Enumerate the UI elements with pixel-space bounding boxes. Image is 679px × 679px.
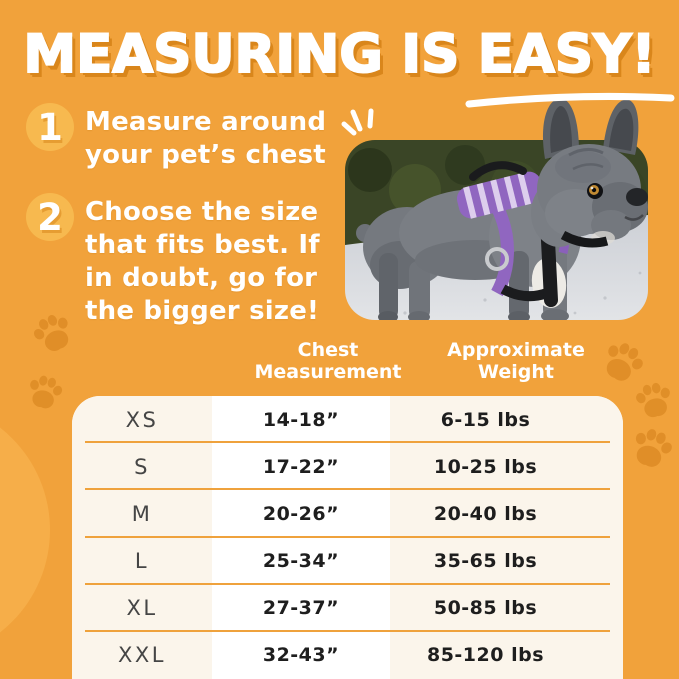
weight-cell: 50-85 lbs [390, 585, 623, 632]
size-cell: XXL [72, 632, 212, 679]
paw-print-icon [31, 311, 75, 355]
paw-print-icon [25, 372, 65, 412]
table-row-xxl [72, 632, 623, 679]
step-1-badge [26, 103, 74, 151]
sparkle-marks-icon [336, 98, 388, 142]
chest-header-line-2: Measurement [254, 361, 402, 383]
step-1-number: 1 [37, 105, 63, 149]
step-1-text [85, 106, 326, 172]
weight-cell: 35-65 lbs [390, 538, 623, 585]
size-cell: M [72, 490, 212, 537]
table-row-xl [72, 585, 623, 632]
step-2-line-1: Choose the size [85, 197, 319, 227]
weight-cell: 85-120 lbs [390, 632, 623, 679]
step-2-text [85, 196, 320, 328]
page-title: MEASURING IS EASY! [23, 24, 656, 85]
approximate-weight-header [421, 339, 611, 383]
table-row-l [72, 538, 623, 585]
chest-header-line-1: Chest [297, 339, 359, 361]
chest-cell: 14-18” [212, 396, 390, 443]
size-cell: S [72, 443, 212, 490]
step-2-line-3: in doubt, go for [85, 263, 318, 293]
weight-cell: 20-40 lbs [390, 490, 623, 537]
weight-header-line-2: Weight [478, 361, 554, 383]
step-1-line-2: your pet’s chest [85, 140, 326, 170]
chest-cell: 27-37” [212, 585, 390, 632]
chest-cell: 32-43” [212, 632, 390, 679]
chest-cell: 17-22” [212, 443, 390, 490]
dog-nose [626, 188, 648, 206]
dog-photo [345, 95, 648, 320]
step-2-badge [26, 193, 74, 241]
table-row-xs [72, 396, 623, 443]
paw-print-icon [629, 425, 675, 471]
paw-print-icon [633, 379, 675, 421]
corner-glow-circle [0, 400, 50, 660]
underline-swoosh-icon [462, 88, 678, 112]
step-1-line-1: Measure around [85, 107, 327, 137]
weight-cell: 10-25 lbs [390, 443, 623, 490]
size-chart-table [72, 396, 623, 679]
chest-cell: 25-34” [212, 538, 390, 585]
chest-measurement-header [238, 339, 418, 383]
weight-header-line-1: Approximate [447, 339, 585, 361]
chest-cell: 20-26” [212, 490, 390, 537]
step-2-line-4: the bigger size! [85, 296, 320, 326]
dog-head [531, 98, 648, 247]
table-row-s [72, 443, 623, 490]
size-cell: XL [72, 585, 212, 632]
size-cell: L [72, 538, 212, 585]
table-row-m [72, 490, 623, 537]
size-cell: XS [72, 396, 212, 443]
weight-cell: 6-15 lbs [390, 396, 623, 443]
step-2-line-2: that fits best. If [85, 230, 320, 260]
step-2-number: 2 [37, 195, 63, 239]
